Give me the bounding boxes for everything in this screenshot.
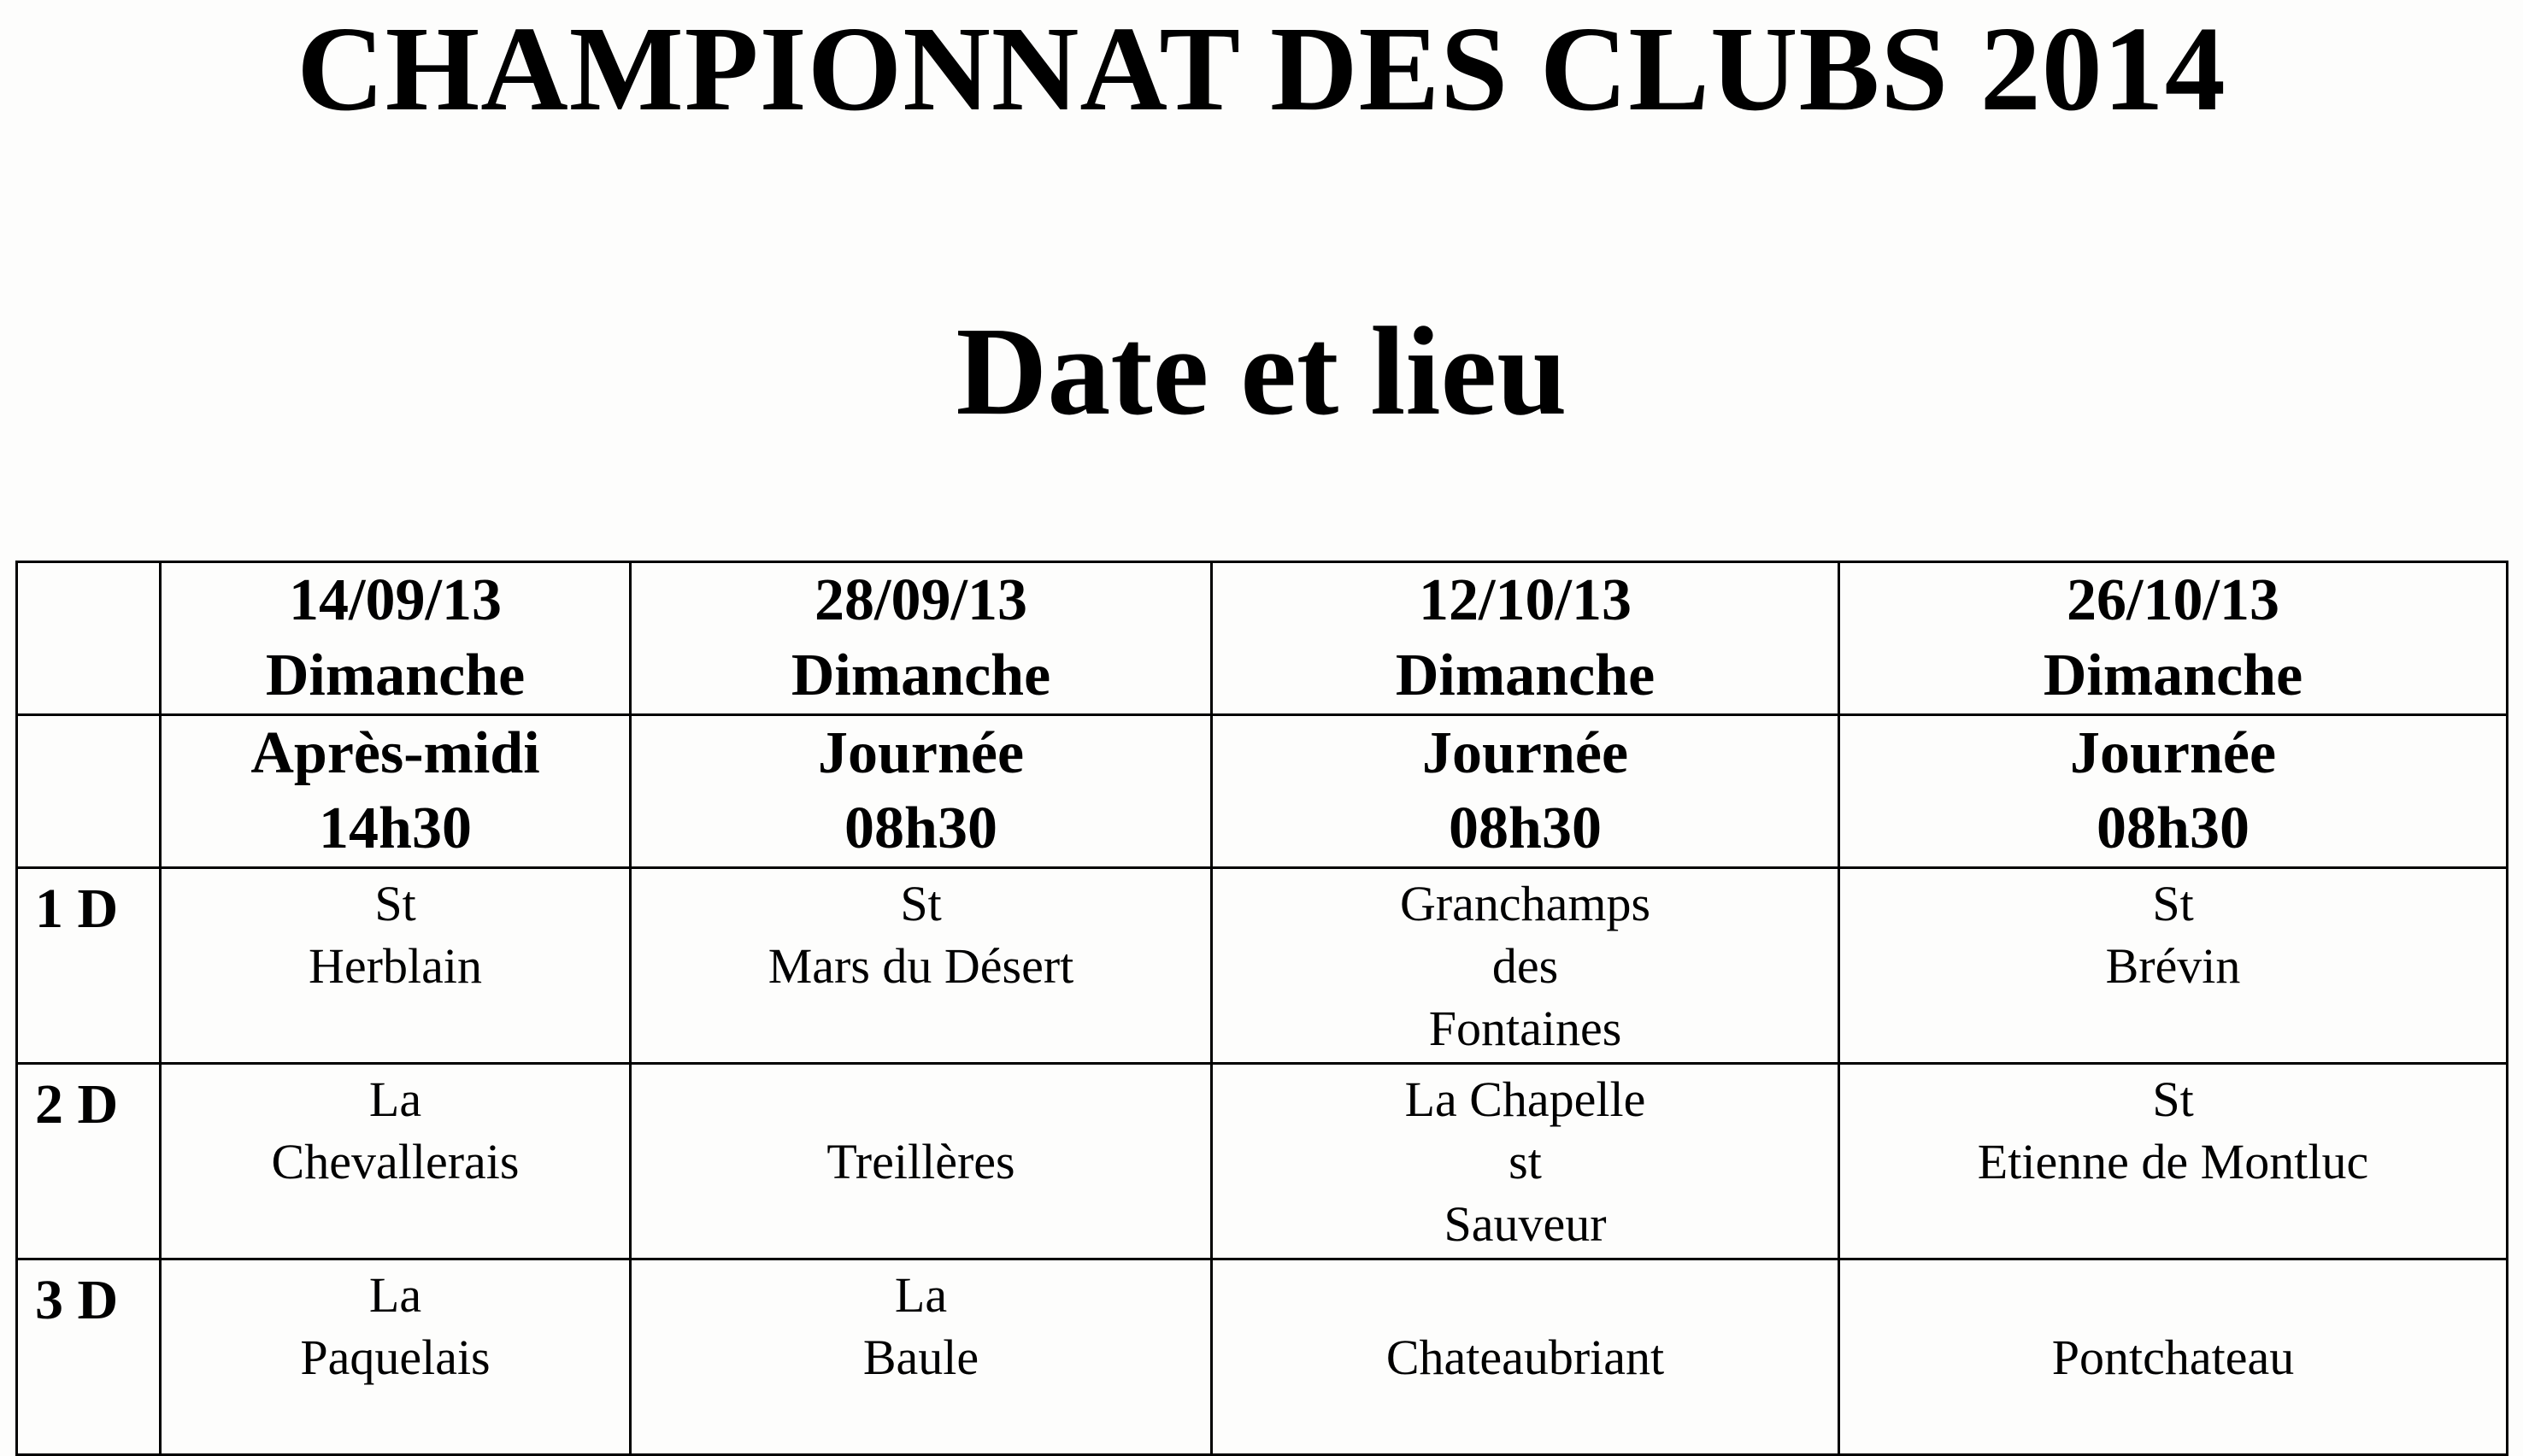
venue-line: La [368, 1071, 422, 1127]
venue-line: Chateaubriant [1385, 1329, 1665, 1385]
venue-cell [1839, 1064, 2508, 1259]
venue-line: La [894, 1267, 948, 1323]
time-text: 08h30 [2097, 796, 2250, 861]
day-text: Dimanche [791, 643, 1051, 708]
venue-cell [1212, 868, 1839, 1064]
session-text: Journée [2069, 720, 2277, 786]
date-text: 12/10/13 [1419, 567, 1632, 633]
date-text: 26/10/13 [2067, 567, 2279, 633]
division-row-3d [17, 1259, 2508, 1455]
corner-cell [17, 562, 161, 715]
date-header-cell [161, 562, 631, 715]
venue-cell [161, 1064, 631, 1259]
venue-line: Sauveur [1444, 1196, 1607, 1252]
session-cell [1839, 715, 2508, 868]
session-text: Journée [1421, 720, 1629, 786]
day-text: Dimanche [1395, 643, 1656, 708]
venue-cell [1839, 1259, 2508, 1455]
day-text: Dimanche [2043, 643, 2303, 708]
venue-line: st [1509, 1134, 1542, 1189]
venue-line: La Chapelle [1404, 1071, 1646, 1127]
session-cell [631, 715, 1212, 868]
time-text: 14h30 [319, 796, 472, 861]
venue-cell [631, 1259, 1212, 1455]
venue-cell [161, 1259, 631, 1455]
venue-line: Chevallerais [271, 1134, 520, 1189]
date-header-cell [631, 562, 1212, 715]
venue-line: Granchamps [1399, 876, 1651, 931]
session-text: Après-midi [250, 720, 540, 786]
division-row-2d [17, 1064, 2508, 1259]
venue-line: Fontaines [1428, 1001, 1622, 1056]
venue-line: Herblain [309, 938, 482, 994]
venue-line: Pontchateau [2051, 1329, 2295, 1385]
venue-cell [1839, 868, 2508, 1064]
venue-line: Mars du Désert [767, 938, 1074, 994]
venue-line: Paquelais [300, 1330, 491, 1385]
day-text: Dimanche [265, 643, 526, 708]
date-header-row [17, 562, 2508, 715]
time-text: 08h30 [1449, 796, 1602, 861]
venue-cell [1212, 1259, 1839, 1455]
session-header-row [17, 715, 2508, 868]
venue-line: des [1491, 938, 1559, 994]
date-header-cell [1212, 562, 1839, 715]
session-cell [1212, 715, 1839, 868]
venue-line: Etienne de Montluc [1977, 1134, 2369, 1189]
venue-line: La [368, 1267, 422, 1323]
venue-cell [631, 1064, 1212, 1259]
session-text: Journée [817, 720, 1025, 786]
venue-line: St [900, 876, 942, 931]
session-cell [161, 715, 631, 868]
venue-line: Treillères [826, 1133, 1015, 1189]
venue-line: St [374, 876, 416, 931]
time-text: 08h30 [844, 796, 997, 861]
date-header-cell [1839, 562, 2508, 715]
venue-cell [631, 868, 1212, 1064]
schedule-table [15, 561, 2508, 1456]
division-label: 2 D [17, 1064, 161, 1259]
venue-line: Baule [862, 1330, 979, 1385]
division-label: 1 D [17, 868, 161, 1064]
venue-cell [161, 868, 631, 1064]
page-title: CHAMPIONNAT DES CLUBS 2014 [297, 1, 2226, 136]
venue-line: Brévin [2105, 938, 2241, 994]
page-subtitle: Date et lieu [956, 302, 1567, 442]
venue-line: St [2152, 876, 2194, 931]
division-row-1d [17, 868, 2508, 1064]
corner-cell [17, 715, 161, 868]
venue-line: St [2152, 1071, 2194, 1127]
division-label: 3 D [17, 1259, 161, 1455]
date-text: 14/09/13 [289, 567, 502, 633]
date-text: 28/09/13 [815, 567, 1027, 633]
venue-cell [1212, 1064, 1839, 1259]
